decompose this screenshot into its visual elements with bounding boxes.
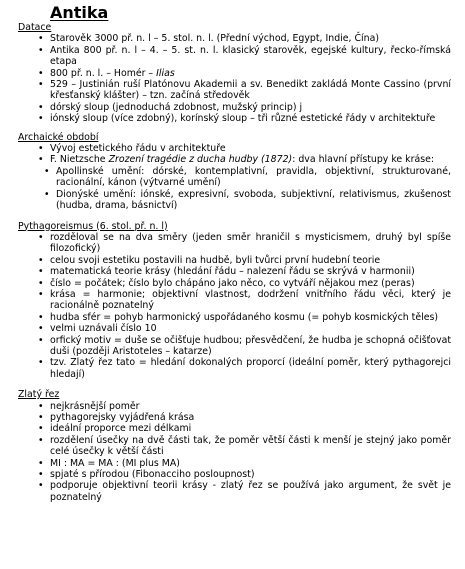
list-item: • 800 př. n. l. – Homér – Ilias <box>50 68 451 79</box>
list-item: • Vývoj estetického řádu v architektuře <box>50 143 451 154</box>
list-item: • nejkrásnější poměr <box>50 401 451 412</box>
list-item: • velmi uznávali číslo 10 <box>50 323 451 334</box>
list-item: • MI : MA = MA : (MI plus MA) <box>50 458 451 469</box>
list-item: • Starověk 3000 př. n. l – 5. stol. n. l. (Přední východ, Egypt, Indie, Čína) <box>50 33 451 44</box>
list-item: • podporuje objektivní teorii krásy - zlatý řez se používá jako argument, že svět je poznatelný <box>50 480 451 503</box>
list-item: • rozdělení úsečky na dvě části tak, že poměr větší části k menší je stejný jako poměr celé úsečky k větší části <box>50 435 451 458</box>
bullet-list <box>18 401 451 504</box>
page-title: Antika <box>50 3 109 22</box>
list-item: • celou svoji estetiku postavili na hudbě, byli tvůrci první hudební teorie <box>50 255 451 266</box>
list-item: • tzv. Zlatý řez tato = hledání dokonalých proporcí (ideální poměr, který pythagorejci hledají) <box>50 357 451 380</box>
list-item: • pythagorejsky vyjádřená krása <box>50 412 451 423</box>
section-heading: Archaické období <box>18 131 99 143</box>
section-archaicke-obdobi <box>18 132 451 212</box>
list-item: • F. Nietzsche Zrození tragédie z ducha hudby (1872): dva hlavní přístupy ke kráse: <box>50 154 451 165</box>
section-heading: Pythagoreismus (6. stol. př. n. l) <box>18 220 168 232</box>
list-item: • iónský sloup (více zdobný), korínský sloup – tři různé estetické řády v architektuře <box>50 113 451 124</box>
list-item: • krása = harmonie; objektivní vlastnost, dodržení vnitřního řádu věci, který je racionálně poznatelný <box>50 289 451 312</box>
bullet-list <box>18 143 451 166</box>
list-item: • Antika 800 př. n. l – 4. – 5. st. n. l. klasický starověk, egejské kultury, řecko-římská etapa <box>50 45 451 68</box>
list-item: • matematická teorie krásy (hledání řádu – nalezení řádu se skrývá v harmonii) <box>50 266 451 277</box>
list-item: • rozděloval se na dva směry (jeden směr hraničil s mysticismem, druhý byl spíše filozofický) <box>50 232 451 255</box>
italic-title: Zrození tragédie z ducha hudby (1872) <box>108 154 293 166</box>
bullet-list <box>18 232 451 380</box>
section-pythagoreismus <box>18 221 451 381</box>
section-heading: Zlatý řez <box>18 389 60 401</box>
section-datace <box>18 22 451 125</box>
list-item: • hudba sfér = pohyb harmonický uspořádaného kosmu (= pohyb kosmických těles) <box>50 312 451 323</box>
section-zlaty-rez <box>18 389 451 503</box>
list-item: • spjaté s přírodou (Fibonacciho posloupnost) <box>50 469 451 480</box>
list-item: • číslo = počátek; číslo bylo chápáno jako něco, co vytváří nějakou mez (peras) <box>50 278 451 289</box>
sub-bullet-list <box>18 166 451 212</box>
list-item: • orfický motiv = duše se očišťuje hudbou; přesvědčení, že hudba je schopná očišťovat duši (později Aristoteles – katarze) <box>50 335 451 358</box>
list-item: • Dionýské umění: iónské, expresivní, svoboda, subjektivní, relativismus, zkušenost (hudba, drama, básnictví) <box>56 189 451 212</box>
section-heading: Datace <box>18 22 52 33</box>
bullet-list <box>18 33 451 124</box>
italic-title: Ilias <box>156 67 175 79</box>
list-item: • Apollinské umění: dórské, kontemplativní, pravidla, objektivní, strukturované, racionální, kánon (výtvarné umění) <box>56 166 451 189</box>
list-item: • ideální proporce mezi délkami <box>50 423 451 434</box>
list-item: • dórský sloup (jednoduchá zdobnost, mužský princip) j <box>50 102 451 113</box>
list-item: • 529 – Justinián ruší Platónovu Akademii a sv. Benedikt zakládá Monte Cassino (první křesťanský klášter) – tzn. začíná středověk <box>50 79 451 102</box>
